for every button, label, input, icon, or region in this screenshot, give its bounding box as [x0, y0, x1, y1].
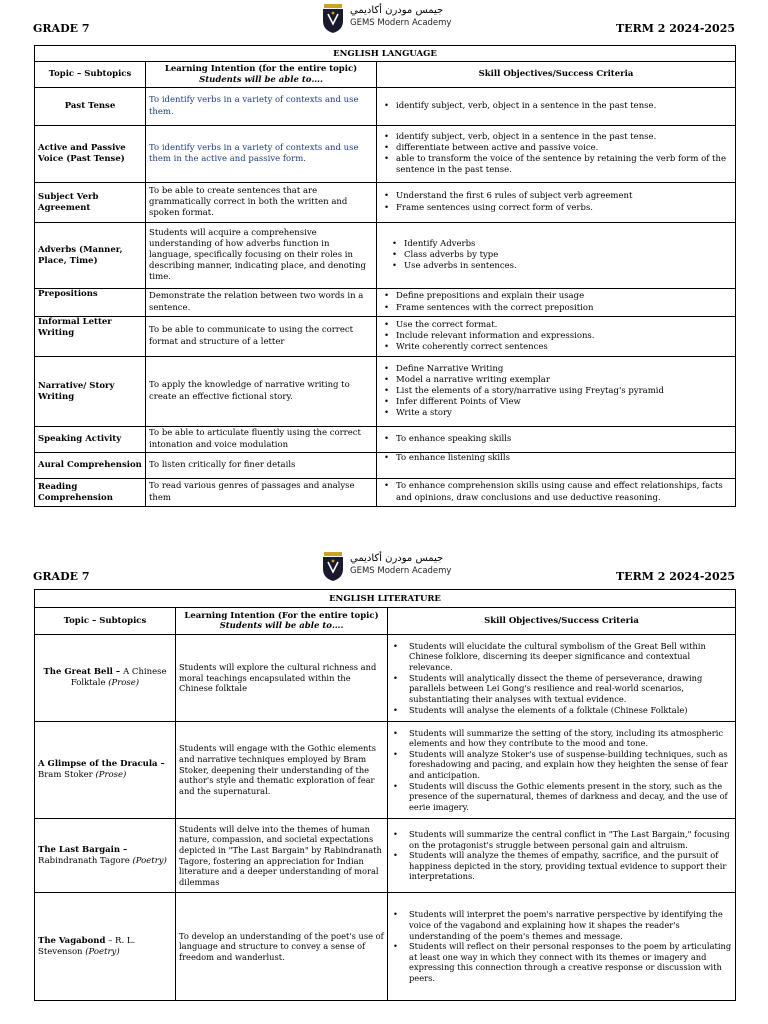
literature-title: The Great Bell – [43, 667, 124, 678]
column-header-skills: Skill Objectives/Success Criteria [377, 62, 736, 88]
table-row [35, 317, 736, 357]
table-row [35, 183, 736, 223]
page-header-2 [0, 548, 768, 592]
list-item: • Students will reflect on their personal responses to the poem by articulating at least one way in which they connect with its themes or imagery and expressing this connection through a creative response or discussion with peers. [391, 941, 732, 983]
topic-cell [35, 893, 176, 1001]
literature-genre: (Poetry) [85, 946, 120, 957]
table-row [35, 479, 736, 507]
topic-cell: Aural Comprehension [35, 453, 146, 479]
list-item: • Write coherently correct sentences [380, 342, 732, 353]
list-item: • Students will elucidate the cultural symbolism of the Great Bell within Chinese folklore, discerning its deeper significance and contextual relevance. [391, 641, 732, 673]
topic-cell [35, 722, 176, 819]
list-item: • Students will analyse the elements of a folktale (Chinese Folktale) [391, 705, 732, 716]
list-item: • Students will summarize the central conflict in "The Last Bargain," focusing on the protagonist's struggle between personal gain and altruism. [391, 829, 732, 850]
intention-header-subtext: Students will be able to…. [219, 621, 344, 631]
english-language-table [34, 45, 736, 507]
table-row [35, 819, 736, 893]
topic-cell: Past Tense [35, 88, 146, 126]
intention-header-subtext: Students will be able to…. [199, 74, 323, 85]
list-item: • able to transform the voice of the sentence by retaining the verb form of the sentence in the past tense. [380, 154, 732, 176]
page-header-1 [0, 0, 768, 44]
skills-cell [377, 427, 736, 453]
table-row [35, 635, 736, 722]
list-item: • Frame sentences using correct form of verbs. [380, 203, 732, 214]
term-label: TERM 2 2024-2025 [616, 22, 735, 35]
term-label: TERM 2 2024-2025 [616, 570, 735, 583]
column-header-intention [146, 62, 377, 88]
intention-cell: To identify verbs in a variety of contexts and use them. [146, 88, 377, 126]
school-logo [322, 4, 452, 36]
intention-cell: Demonstrate the relation between two words in a sentence. [146, 289, 377, 317]
skills-cell [377, 357, 736, 427]
column-header-topic: Topic – Subtopics [35, 608, 176, 635]
topic-cell [35, 819, 176, 893]
skills-cell [377, 183, 736, 223]
intention-cell: Students will explore the cultural richness and moral teachings encapsulated within the Chinese folktale [176, 635, 388, 722]
list-item: • To enhance listening skills [380, 453, 732, 464]
list-item: • Write a story [380, 408, 732, 419]
topic-cell: Speaking Activity [35, 427, 146, 453]
literature-title: The Vagabond [38, 935, 106, 946]
school-logo [322, 552, 452, 584]
table-title: ENGLISH LITERATURE [35, 590, 736, 608]
intention-cell: To read various genres of passages and analyse them [146, 479, 377, 507]
topic-cell: Reading Comprehension [35, 479, 146, 507]
intention-cell: Students will acquire a comprehensive understanding of how adverbs function in language, specifically focusing on their roles in describing manner, indicating place, and denoting time. [146, 223, 377, 289]
table-row [35, 357, 736, 427]
list-item: • Students will analytically dissect the theme of perseverance, drawing parallels between Lei Gong's resilience and real-world scenarios, substantiating their analyses with textual evidence. [391, 673, 732, 705]
table-row [35, 88, 736, 126]
table-row [35, 893, 736, 1001]
list-item: • List the elements of a story/narrative using Freytag's pyramid [380, 386, 732, 397]
topic-cell: Informal Letter Writing [35, 317, 146, 357]
skills-cell [388, 635, 736, 722]
list-item: • identify subject, verb, object in a sentence in the past tense. [380, 132, 732, 143]
list-item: • Model a narrative writing exemplar [380, 375, 732, 386]
list-item: • Students will summarize the setting of the story, including its atmospheric elements and how they contribute to the mood and tone. [391, 728, 732, 749]
table-row [35, 427, 736, 453]
intention-cell: To be able to articulate fluently using the correct intonation and voice modulation [146, 427, 377, 453]
list-item: • Students will analyze the themes of empathy, sacrifice, and the pursuit of happiness depicted in the story, providing textual evidence to support their interpretations. [391, 850, 732, 882]
topic-cell: Adverbs (Manner, Place, Time) [35, 223, 146, 289]
list-item: • To enhance comprehension skills using cause and effect relationships, facts and opinions, draw conclusions and use deductive reasoning. [380, 481, 732, 503]
logo-arabic-text: جيمس مودرن أكاديمي [350, 5, 444, 16]
skills-cell [377, 453, 736, 479]
literature-title: A Glimpse of the Dracula – [38, 759, 165, 770]
english-literature-table [34, 589, 736, 1001]
intention-cell: Students will engage with the Gothic elements and narrative techniques employed by Bram Stoker, deepening their understanding of the author's style and thematic exploration of fear and the supernatural. [176, 722, 388, 819]
literature-author: – R. L. Stevenson [38, 935, 136, 957]
table-row [35, 289, 736, 317]
list-item: • Infer different Points of View [380, 397, 732, 408]
topic-cell: Prepositions [35, 289, 146, 317]
list-item: • Define prepositions and explain their usage [380, 291, 732, 302]
literature-genre: (Prose) [95, 770, 127, 780]
list-item: • identify subject, verb, object in a sentence in the past tense. [380, 101, 732, 112]
intention-cell: To listen critically for finer details [146, 453, 377, 479]
topic-cell: Active and Passive Voice (Past Tense) [35, 126, 146, 183]
skills-cell [377, 479, 736, 507]
intention-cell: To identify verbs in a variety of contexts and use them in the active and passive form. [146, 126, 377, 183]
literature-genre: (Prose) [108, 678, 140, 688]
table-row [35, 126, 736, 183]
grade-label: GRADE 7 [33, 570, 90, 583]
list-item: • Define Narrative Writing [380, 364, 732, 375]
shield-icon [322, 552, 344, 582]
list-item: • Understand the first 6 rules of subject verb agreement [380, 191, 732, 202]
table-row [35, 453, 736, 479]
skills-cell [377, 88, 736, 126]
list-item: • Students will interpret the poem's narrative perspective by identifying the voice of the vagabond and explaining how it shapes the reader's understanding of the poem's themes and message. [391, 909, 732, 941]
skills-cell [388, 893, 736, 1001]
table-row [35, 223, 736, 289]
literature-author: Rabindranath Tagore [38, 855, 130, 866]
skills-cell [377, 126, 736, 183]
logo-english-text: GEMS Modern Academy [350, 18, 452, 28]
list-item: • Class adverbs by type [380, 250, 732, 261]
intention-cell: To develop an understanding of the poet's use of language and structure to convey a sense of freedom and wanderlust. [176, 893, 388, 1001]
table-row [35, 722, 736, 819]
table-title: ENGLISH LANGUAGE [35, 46, 736, 62]
column-header-intention [176, 608, 388, 635]
skills-cell [388, 819, 736, 893]
skills-cell [377, 317, 736, 357]
intention-header-text: Learning Intention (for the entire topic) [164, 64, 358, 75]
grade-label: GRADE 7 [33, 22, 90, 35]
literature-title: The Last Bargain – [38, 844, 128, 855]
skills-cell [377, 289, 736, 317]
intention-header-text: Learning Intention (For the entire topic) [184, 610, 379, 621]
list-item: • Students will discuss the Gothic elements present in the story, such as the presence of the supernatural, themes of darkness and decay, and the use of eerie imagery. [391, 781, 732, 813]
intention-cell: To be able to communicate to using the correct format and structure of a letter [146, 317, 377, 357]
list-item: • Identify Adverbs [380, 239, 732, 250]
topic-cell: Subject Verb Agreement [35, 183, 146, 223]
logo-arabic-text: جيمس مودرن أكاديمي [350, 553, 444, 564]
logo-english-text: GEMS Modern Academy [350, 566, 452, 576]
topic-cell: Narrative/ Story Writing [35, 357, 146, 427]
list-item: • Use adverbs in sentences. [380, 261, 732, 272]
intention-cell: Students will delve into the themes of human nature, compassion, and societal expectations depicted in "The Last Bargain" by Rabindranath Tagore, fostering an appreciation for Indian literature and a deeper understanding of moral dilemmas [176, 819, 388, 893]
column-header-skills: Skill Objectives/Success Criteria [388, 608, 736, 635]
topic-cell [35, 635, 176, 722]
skills-cell [377, 223, 736, 289]
list-item: • Students will analyze Stoker's use of suspense-building techniques, such as foreshadowing and pacing, and explain how they heighten the sense of fear and anticipation. [391, 749, 732, 781]
intention-cell: To apply the knowledge of narrative writing to create an effective fictional story. [146, 357, 377, 427]
list-item: • To enhance speaking skills [380, 434, 732, 445]
list-item: • Include relevant information and expressions. [380, 331, 732, 342]
literature-genre: (Poetry) [132, 855, 167, 866]
list-item: • Use the correct format. [380, 320, 732, 331]
list-item: • Frame sentences with the correct preposition [380, 303, 732, 314]
literature-author: A Chinese Folktale [70, 667, 167, 688]
column-header-topic: Topic – Subtopics [35, 62, 146, 88]
intention-cell: To be able to create sentences that are grammatically correct in both the written and spoken format. [146, 183, 377, 223]
literature-author: Bram Stoker [38, 770, 93, 780]
skills-cell [388, 722, 736, 819]
shield-icon [322, 4, 344, 34]
list-item: • differentiate between active and passive voice. [380, 143, 732, 154]
